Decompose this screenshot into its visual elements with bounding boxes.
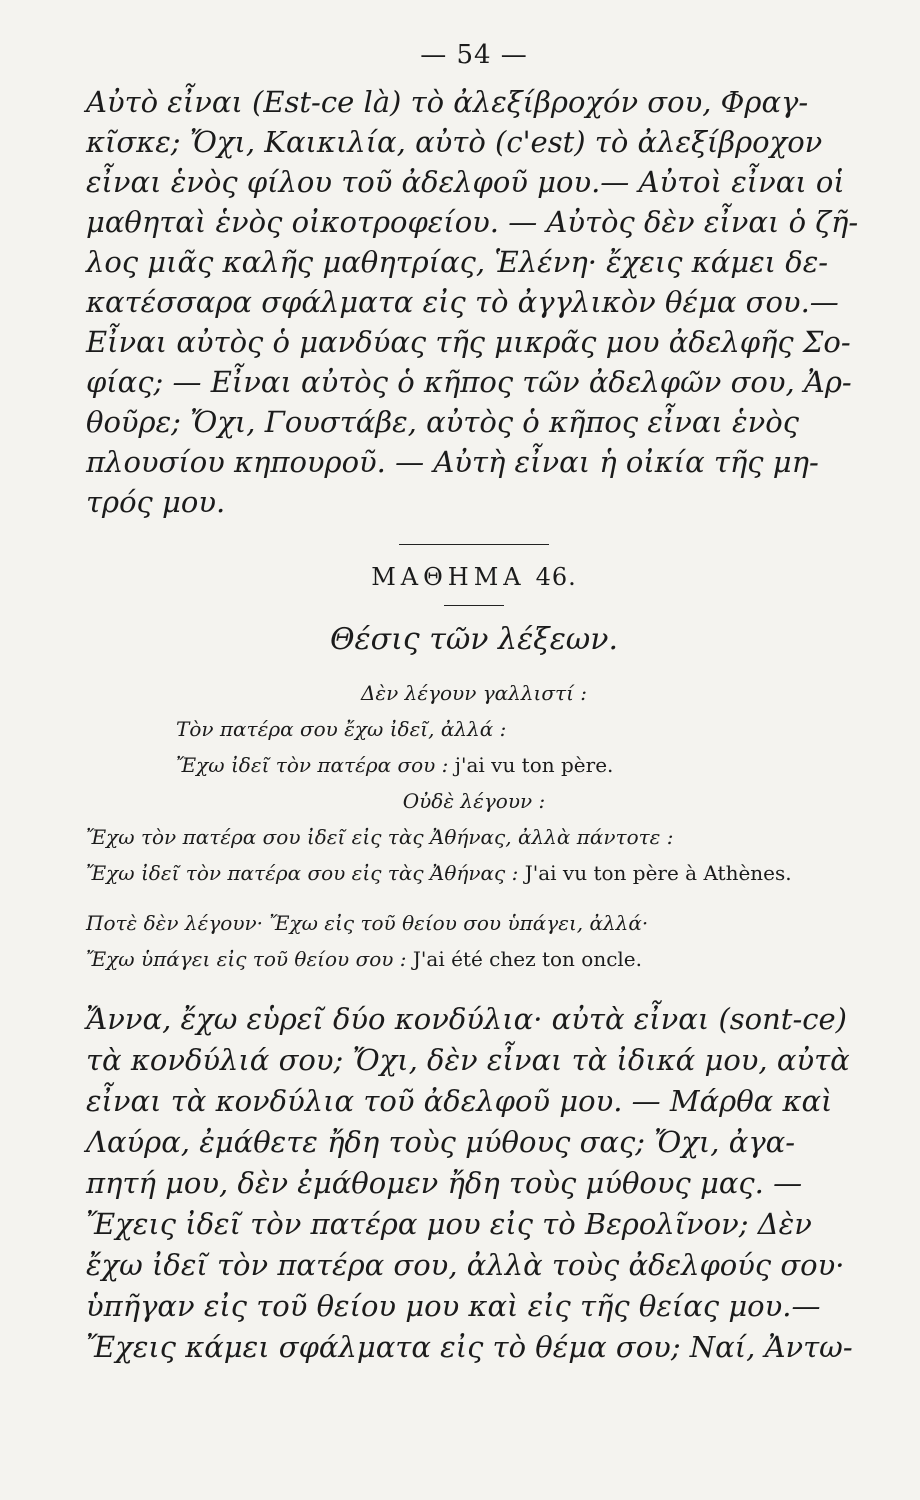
example-french: J'ai vu ton père à Athènes. xyxy=(524,861,792,885)
paragraph-2-line: εἶναι τὰ κονδύλια τοῦ ἀδελφοῦ μου. — Μάρθα καὶ xyxy=(86,1084,833,1118)
example-line: Δὲν λέγουν γαλλιστί : xyxy=(360,681,588,705)
example-line xyxy=(86,855,862,891)
page-number: — 54 — xyxy=(420,40,528,70)
lesson-heading xyxy=(86,563,862,591)
paragraph-2-line: τὰ κονδύλιά σου; Ὄχι, δὲν εἶναι τὰ ἰδικά μου, αὐτὰ xyxy=(86,1043,850,1077)
paragraph-2-line: Ἔχεις κάμει σφάλματα εἰς τὸ θέμα σου; Ναί, Ἀντω- xyxy=(86,1330,853,1364)
examples-block xyxy=(86,675,862,977)
lesson-number: 46. xyxy=(535,563,577,591)
example-line: Ἔχω τὸν πατέρα σου ἰδεῖ εἰς τὰς Ἀθήνας, ἀλλὰ πάντοτε : xyxy=(86,825,674,849)
paragraph-1-line: Αὐτὸ εἶναι (Est-ce là) τὸ ἀλεξίβροχόν σου, Φραγ- xyxy=(86,85,809,119)
paragraph-1-line: κῖσκε; Ὄχι, Καικιλία, αὐτὸ (c'est) τὸ ἀλεξίβροχον xyxy=(86,125,823,159)
paragraph-1-line: πλουσίου κηπουροῦ. — Αὐτὴ εἶναι ἡ οἰκία τῆς μη- xyxy=(86,445,819,479)
example-line: Τὸν πατέρα σου ἔχω ἰδεῖ, ἀλλά : xyxy=(176,717,507,741)
paragraph-2-line: Ἔχεις ἰδεῖ τὸν πατέρα μου εἰς τὸ Βερολῖνον; Δὲν xyxy=(86,1207,812,1241)
paragraph-2-line: Λαύρα, ἐμάθετε ἤδη τοὺς μύθους σας; Ὄχι, ἀγα- xyxy=(86,1125,796,1159)
spacer xyxy=(86,977,862,999)
paragraph-1 xyxy=(86,82,862,522)
divider-rule xyxy=(399,544,549,545)
paragraph-2 xyxy=(86,999,862,1368)
lesson-label: ΜΑΘΗΜΑ xyxy=(371,563,526,591)
example-line xyxy=(86,747,862,783)
paragraph-2-line: Ἄννα, ἔχω εὑρεῖ δύο κονδύλια· αὐτὰ εἶναι (sont-ce) xyxy=(86,1002,847,1036)
spacer xyxy=(86,891,862,905)
paragraph-1-line: εἶναι ἑνὸς φίλου τοῦ ἀδελφοῦ μου.— Αὐτοὶ εἶναι οἱ xyxy=(86,165,845,199)
paragraph-1-line: τρός μου. xyxy=(86,485,226,519)
example-line: Ποτὲ δὲν λέγουν· Ἔχω εἰς τοῦ θείου σου ὑπάγει, ἀλλά· xyxy=(86,911,649,935)
example-greek: Ἔχω ὑπάγει εἰς τοῦ θείου σου : xyxy=(86,947,407,971)
paragraph-1-line: κατέσσαρα σφάλματα εἰς τὸ ἀγγλικὸν θέμα σου.— xyxy=(86,285,839,319)
paragraph-1-line: μαθηταὶ ἑνὸς οἰκοτροφείου. — Αὐτὸς δὲν εἶναι ὁ ζῆ- xyxy=(86,205,859,239)
example-greek: Ἔχω ἰδεῖ τὸν πατέρα σου εἰς τὰς Ἀθήνας : xyxy=(86,861,519,885)
paragraph-2-line: ὑπῆγαν εἰς τοῦ θείου μου καὶ εἰς τῆς θείας μου.— xyxy=(86,1289,821,1323)
example-greek: Ἔχω ἰδεῖ τὸν πατέρα σου : xyxy=(176,753,449,777)
paragraph-2-line: ἔχω ἰδεῖ τὸν πατέρα σου, ἀλλὰ τοὺς ἀδελφούς σου· xyxy=(86,1248,845,1282)
paragraph-2-line: πητή μου, δὲν ἐμάθομεν ἤδη τοὺς μύθους μας. — xyxy=(86,1166,803,1200)
paragraph-1-line: Εἶναι αὐτὸς ὁ μανδύας τῆς μικρᾶς μου ἀδελφῆς Σο- xyxy=(86,325,851,359)
paragraph-1-line: λος μιᾶς καλῆς μαθητρίας, Ἑλένη· ἔχεις κάμει δε- xyxy=(86,245,829,279)
example-line: Οὐδὲ λέγουν : xyxy=(402,789,546,813)
example-line xyxy=(86,941,862,977)
paragraph-1-line: φίας; — Εἶναι αὐτὸς ὁ κῆπος τῶν ἀδελφῶν σου, Ἀρ- xyxy=(86,365,852,399)
divider-rule-short xyxy=(444,605,504,606)
example-french: j'ai vu ton père. xyxy=(454,753,614,777)
section-title: Θέσις τῶν λέξεων. xyxy=(329,622,619,657)
example-french: J'ai été chez ton oncle. xyxy=(412,947,642,971)
paragraph-1-line: θοῦρε; Ὄχι, Γουστάβε, αὐτὸς ὁ κῆπος εἶναι ἑνὸς xyxy=(86,405,799,439)
